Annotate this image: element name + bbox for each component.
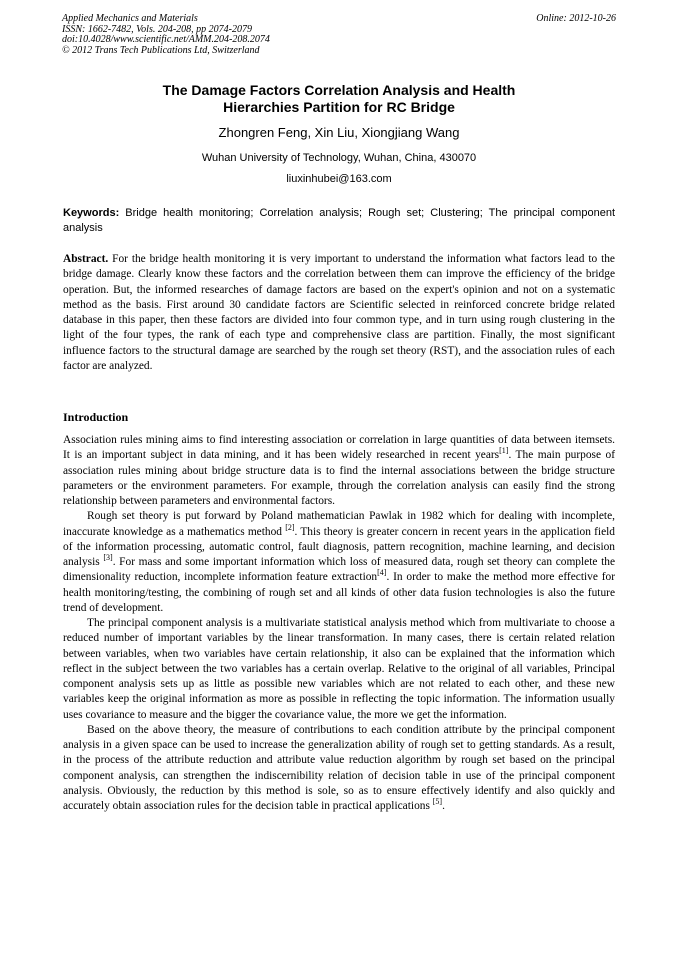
section-heading-introduction: Introduction xyxy=(63,410,129,424)
intro-paragraph-1 xyxy=(63,433,615,509)
abstract-block xyxy=(63,252,615,374)
citation-ref: [3] xyxy=(103,553,113,563)
issn-line: ISSN: 1662-7482, Vols. 204-208, pp 2074-2079 xyxy=(62,23,252,35)
paragraph-text: . xyxy=(442,800,445,812)
intro-paragraph-4 xyxy=(63,723,615,815)
affiliation: Wuhan University of Technology, Wuhan, China, 430070 xyxy=(201,152,477,164)
paper-title xyxy=(62,82,616,116)
paragraph-text: . For mass and some important information which loss of measured data, rough set theory can complete the dimensionality reduction, incomplete information feature extraction xyxy=(63,556,616,584)
doi-line: doi:10.4028/www.scientific.net/AMM.204-208.2074 xyxy=(62,34,270,45)
keywords-block xyxy=(63,206,615,236)
keywords-text: Bridge health monitoring; Correlation analysis; Rough set; Clustering; The principal component analysis xyxy=(63,207,615,234)
citation-ref: [1] xyxy=(499,446,509,456)
paragraph-text: Based on the above theory, the measure of contributions to each condition attribute by the principal component analysis in a given space can be used to increase the generalization ability of rough set to getting standards. As a result, in the process of the attribute reduction and attribute value reduction algorithm by rough set based on the principal component analysis, can strengthen the indiscernibility relation of decision table in use of the principal component analysis. Obviously, the reduction by this method is sole, so as to ensure effectively identify and also quickly and accurately obtain association rules for the decision table in practical applications xyxy=(63,723,615,812)
journal-name: Applied Mechanics and Materials xyxy=(62,13,198,24)
abstract-text: For the bridge health monitoring it is very important to understand the information what factors lead to the bridge damage. Clearly know these factors and the correlation between them can improve the efficiency of the bridge operation. But, the informed researches of damage factors are based on the expert's opinion and not on a systematic method as the basis. First around 30 candidate factors are Scientific selected in reinforced concrete bridge related database in this paper, then these factors are divided into four common type, and in turn using rough clustering in the light of the four types, the rank of each type and comprehensive class are partition. Finally, the most significant influence factors to the structural damage are searched by the rough set theory (RST), and the association rules of each factor are analyzed. xyxy=(63,253,615,373)
paragraph-text: Association rules mining aims to find interesting association or correlation in large quantities of data between itemsets. It is an important subject in data mining, and it has been widely researched in recent years xyxy=(63,434,615,462)
intro-paragraph-3: The principal component analysis is a multivariate statistical analysis method which from multivariate to choose a reduced number of important variables by the linear transformation. In many cases, there is certain related relation between variables, when two variables have certain relationship, it also can be explained that the information which reflect in the subject between the two variables has a certain overlap. Relative to the original of all variables, Principal component analysis sets up as little as possible new variables which are not related to each other, and these new variables keep the original information as more as possible in reflecting the topic information. The information usually uses covariance to measure and the bigger the covariance value, the more we get the information. xyxy=(63,617,615,721)
introduction-body xyxy=(63,433,615,814)
journal-header xyxy=(62,14,616,56)
paragraph-text: . This theory is greater concern in recent years in the application field of the information processing, automatic control, fault diagnosis, pattern recognition, machine learning, and decision analysis xyxy=(63,525,615,568)
keywords-label: Keywords: xyxy=(63,207,120,219)
copyright-line: © 2012 Trans Tech Publications Ltd, Switzerland xyxy=(62,44,260,56)
paragraph-text: Rough set theory is put forward by Poland mathematician Pawlak in 1982 which for dealing with incomplete, inaccurate knowledge as a mathematics method xyxy=(63,510,615,538)
online-date: Online: 2012-10-26 xyxy=(536,13,616,24)
paragraph-text: . In order to make the method more effective for health monitoring/testing, the combining of rough set and all kinds of other data fusion technologies is also the future trend of development. xyxy=(63,571,616,614)
citation-ref: [5] xyxy=(432,797,443,807)
contact-email: liuxinhubei@163.com xyxy=(286,173,392,185)
author-list: Zhongren Feng, Xin Liu, Xiongjiang Wang xyxy=(218,125,460,140)
intro-paragraph-2 xyxy=(63,509,615,616)
citation-ref: [4] xyxy=(377,568,387,578)
title-line-1: The Damage Factors Correlation Analysis and Health xyxy=(162,82,516,98)
citation-ref: [2] xyxy=(285,522,295,532)
title-line-2: Hierarchies Partition for RC Bridge xyxy=(223,99,455,115)
abstract-label: Abstract. xyxy=(63,253,109,265)
paragraph-text: . The main purpose of association rules mining about bridge structure data is to find the internal associations between the bridge structure parameters or the environment parameters. For example, through the correlation analysis can easily find the strong relationship between parameters and environmental factors. xyxy=(63,449,615,507)
